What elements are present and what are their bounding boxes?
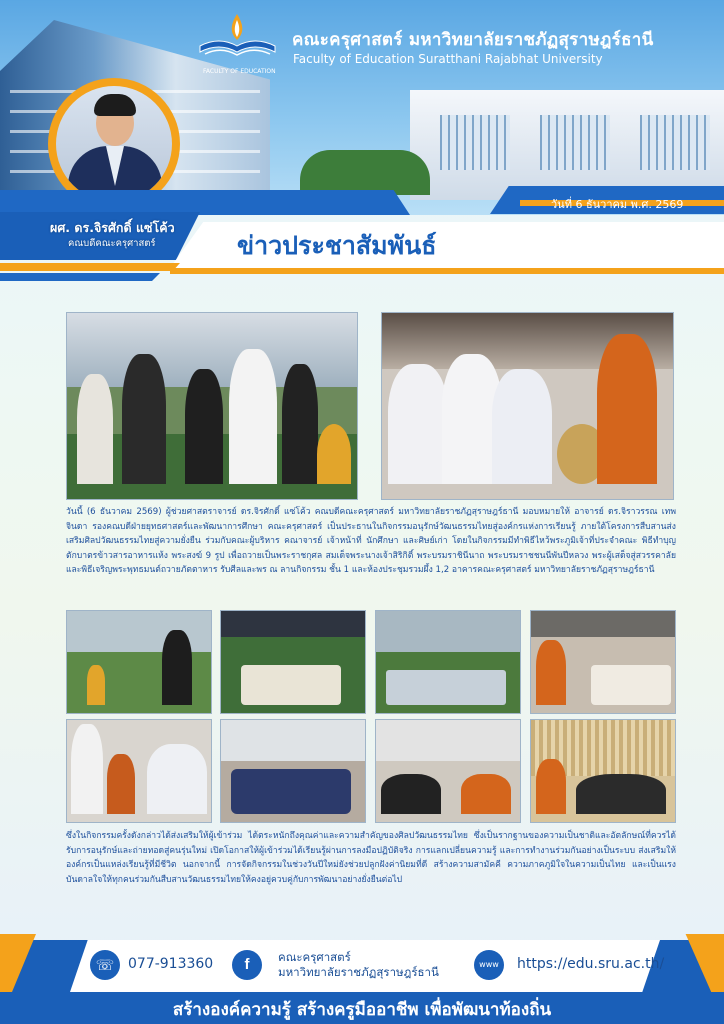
stripe-blue xyxy=(0,273,160,281)
event-photo-prayer xyxy=(66,312,358,500)
footer-facebook-line1[interactable]: คณะครุศาสตร์ xyxy=(278,950,351,964)
faculty-name-thai: คณะครุศาสตร์ มหาวิทยาลัยราชภัฏสุราษฎร์ธานี xyxy=(292,30,654,50)
grid-photo-7 xyxy=(375,719,521,823)
faculty-logo-icon xyxy=(195,10,280,65)
grid-photo-1 xyxy=(66,610,212,714)
footer-phone[interactable]: 077-913360 xyxy=(128,956,214,972)
grid-photo-3 xyxy=(375,610,521,714)
www-icon: www xyxy=(474,950,504,980)
phone-icon: ☏ xyxy=(90,950,120,980)
stripe-orange-long xyxy=(170,268,724,274)
grid-photo-4 xyxy=(530,610,676,714)
footer-slogan: สร้างองค์ความรู้ สร้างครูมืออาชีพ เพื่อพัฒนาท้องถิ่น xyxy=(172,1000,552,1020)
ribbon-left xyxy=(0,190,410,215)
logo-caption: FACULTY OF EDUCATION xyxy=(203,68,276,75)
dean-photo xyxy=(56,86,172,202)
dean-name: ผศ. ดร.จิรศักดิ์ แซ่โค้ว xyxy=(50,220,175,235)
body-paragraph-2: ซึ่งในกิจกรรมครั้งดังกล่าวได้ส่งเสริมให้ผู้เข้าร่วม ได้ตระหนักถึงคุณค่าและความสำคัญของศิลปวัฒนธรรมไทย ซึ่งเป็นรากฐานของความเป็นชาติและอัตลักษณ์ที่ควรได้รับการอนุรักษ์และถ่ายทอดสู่คนรุ่นใหม่ เปิดโอกาสให้ผู้เข้าร่วมได้เรียนรู้ผ่านการลงมือปฏิบัติจริง การแลกเปลี่ยนความรู้ และการทำงานร่วมกันอย่างเป็นระบบ ส่งเสริมให้องค์กรเป็นแหล่งเรียนรู้ที่มีชีวิต นอกจากนี้ การจัดกิจกรรมในช่วงวันปีใหม่ยังช่วยปลูกฝังค่านิยมที่ดี สร้างความสามัคคี ความภาคภูมิใจในความเป็นไทย และเป็นแรงบันดาลใจให้ทุกคนร่วมกันสืบสานวัฒนธรรมไทยให้คงอยู่ควบคู่กับการพัฒนาอย่างยั่งยืนต่อไป xyxy=(66,831,676,885)
facebook-icon: f xyxy=(232,950,262,980)
grid-photo-5 xyxy=(66,719,212,823)
grid-photo-2 xyxy=(220,610,366,714)
news-date: วันที่ 6 ธันวาคม พ.ศ. 2569 xyxy=(551,198,684,211)
page-title: ข่าวประชาสัมพันธ์ xyxy=(237,231,437,260)
event-photo-alms xyxy=(381,312,674,500)
grid-photo-8 xyxy=(530,719,676,823)
dean-role: คณบดีคณะครุศาสตร์ xyxy=(68,238,156,249)
trees-image xyxy=(300,150,430,195)
body-paragraph-1: วันนี้ (6 ธันวาคม 2569) ผู้ช่วยศาสตราจารย์ ดร.จิรศักดิ์ แซ่โค้ว คณบดีคณะครุศาสตร์ มหาวิทยาลัยราชภัฏสุราษฎร์ธานี มอบหมายให้ อาจารย์ ดร.จิราวรรณ เทพจินดา รองคณบดีฝ่ายยุทธศาสตร์และพัฒนาการศึกษา คณะครุศาสตร์ เป็นประธานในกิจกรรมอนุรักษ์วัฒนธรรมไทยสู่องค์กรแห่งการเรียนรู้ ภายใต้โครงการสืบสานส่งเสริมศิลปวัฒนธรรมไทยสู่ความยั่งยืน ร่วมกับคณะผู้บริหาร คณาจารย์ เจ้าหน้าที่ นักศึกษา และศิษย์เก่า โดยในกิจกรรมมีทำพิธีไหว้พระภูมิเจ้าที่ประจำคณะ พิธีทำบุญตักบาตรข้าวสารอาหารแห้ง พระสงฆ์ 9 รูป เพื่อถวายเป็นพระราชกุศล สมเด็จพระนางเจ้าสิริกิติ์ พระบรมราชินีนาถ พระบรมราชชนนีพันปีหลวง พระผู้เสด็จสู่สวรรคาลัย และพิธีเจริญพระพุทธมนต์ถวายภัตตาหาร รับศีลและพร ณ ลานกิจกรรม ชั้น 1 และห้องประชุมรวมผึ้ง 1,2 อาคารคณะครุศาสตร์ มหาวิทยาลัยราชภัฏสุราษฎร์ธานี xyxy=(66,507,676,575)
footer-website[interactable]: https://edu.sru.ac.th/ xyxy=(517,956,665,972)
grid-photo-6 xyxy=(220,719,366,823)
faculty-name-english: Faculty of Education Suratthani Rajabhat University xyxy=(293,52,603,66)
footer-facebook-line2[interactable]: มหาวิทยาลัยราชภัฏสุราษฎร์ธานี xyxy=(278,965,439,979)
building-right-image xyxy=(410,90,724,200)
stripe-orange xyxy=(0,263,180,271)
